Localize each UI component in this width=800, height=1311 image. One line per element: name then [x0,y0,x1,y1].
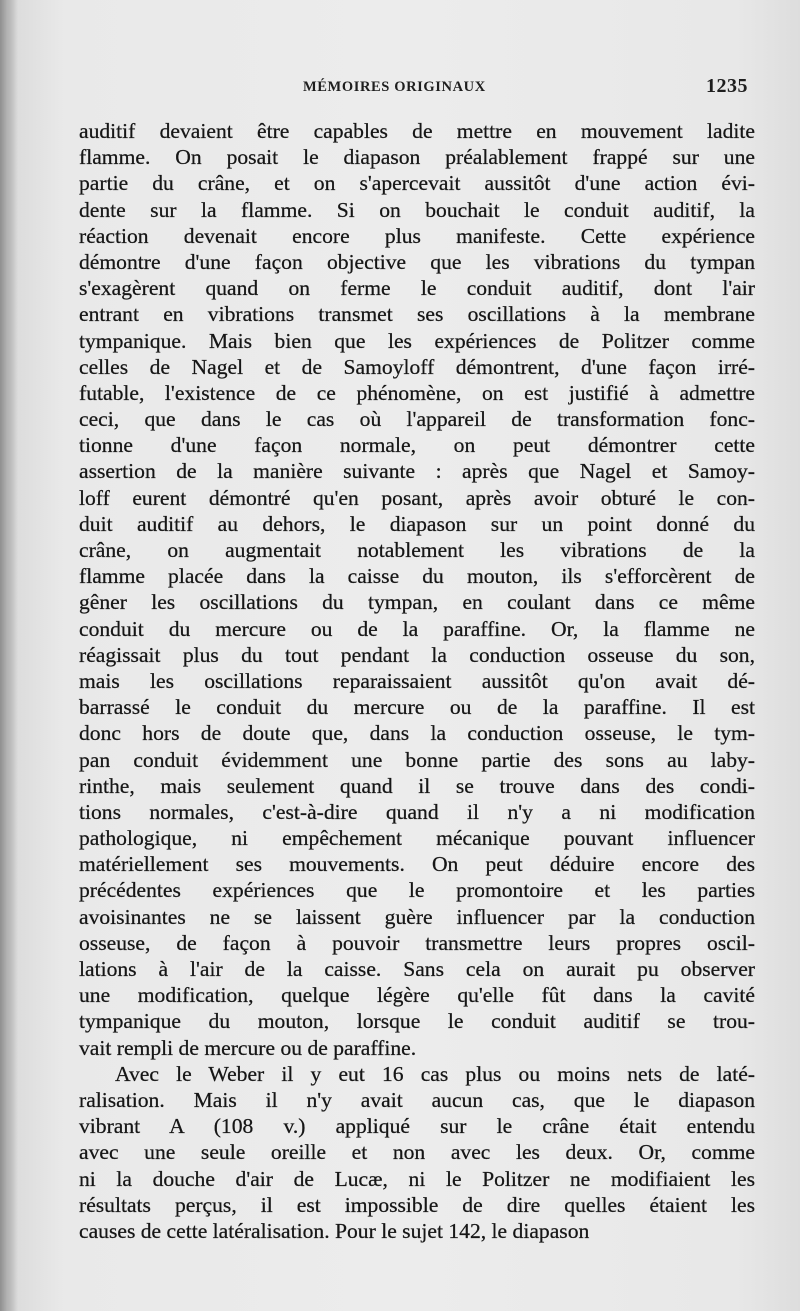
text-line: ralisation. Mais il n'y avait aucun cas, que le diapason [79,1087,755,1112]
text-line: auditif devaient être capables de mettre en mouvement ladite [79,119,755,143]
paragraph [79,1061,755,1244]
text-line: dente sur la flamme. Si on bouchait le conduit auditif, la [79,197,755,222]
text-line: rinthe, mais seulement quand il se trouve dans des condi- [79,773,755,798]
text-line: osseuse, de façon à pouvoir transmettre leurs propres oscil- [79,930,755,955]
text-line: crâne, on augmentait notablement les vibrations de la [79,538,755,562]
text-line: ni la douche d'air de Lucæ, ni le Politzer ne modifiaient les [79,1166,755,1191]
text-line: futable, l'existence de ce phénomène, on est justifié à admettre [79,380,755,405]
text-line: gêner les oscillations du tympan, en coulant dans ce même [79,590,755,615]
text-line: flamme. On posait le diapason préalablement frappé sur une [79,145,755,170]
text-line: réaction devenait encore plus manifeste. Cette expérience [79,223,755,248]
text-line: vait rempli de mercure ou de paraffine. [79,1035,417,1060]
text-line: duit auditif au dehors, le diapason sur un point donné du [79,511,755,536]
text-line: ceci, que dans le cas où l'appareil de transformation fonc- [79,407,755,432]
text-line: tionne d'une façon normale, on peut démontrer cette [79,433,755,458]
text-line: celles de Nagel et de Samoyloff démontrent, d'une façon irré- [79,354,755,379]
text-line: assertion de la manière suivante : après que Nagel et Samoy- [79,459,755,484]
page-number: 1235 [706,75,748,97]
body-text [79,118,755,1244]
text-line: avoisinantes ne se laissent guère influencer par la conduction [79,904,755,929]
running-head [0,75,800,103]
text-line: tympanique du mouton, lorsque le conduit auditif se trou- [79,1009,755,1034]
text-line: causes de cette latéralisation. Pour le sujet 142, le diapason [79,1218,590,1243]
text-line: précédentes expériences que le promontoire et les parties [79,878,755,903]
text-line: mais les oscillations reparaissaient aussitôt qu'on avait dé- [79,668,755,693]
page-gutter-shadow [0,0,18,1311]
text-line: entrant en vibrations transmet ses oscillations à la membrane [79,302,755,327]
text-line: tympanique. Mais bien que les expériences de Politzer comme [79,328,755,353]
text-line: une modification, quelque légère qu'elle fût dans la cavité [79,983,755,1008]
text-line: pathologique, ni empêchement mécanique pouvant influencer [79,826,755,851]
text-line: donc hors de doute que, dans la conduction osseuse, le tym- [79,721,755,746]
text-line: loff eurent démontré qu'en posant, après avoir obturé le con- [79,485,755,510]
text-line: résultats perçus, il est impossible de dire quelles étaient les [79,1192,755,1217]
running-title: MÉMOIRES ORIGINAUX [303,79,486,95]
text-line: pan conduit évidemment une bonne partie des sons au laby- [79,747,755,772]
text-line: vibrant A (108 v.) appliqué sur le crâne était entendu [79,1114,755,1139]
text-line: réagissait plus du tout pendant la conduction osseuse du son, [79,642,755,667]
text-line: barrassé le conduit du mercure ou de la paraffine. Il est [79,695,755,720]
text-line: démontre d'une façon objective que les vibrations du tympan [79,249,755,274]
text-line: partie du crâne, et on s'apercevait aussitôt d'une action évi- [79,171,755,196]
text-line: Avec le Weber il y eut 16 cas plus ou moins nets de laté- [115,1061,755,1086]
text-line: avec une seule oreille et non avec les deux. Or, comme [79,1140,755,1165]
text-line: tions normales, c'est-à-dire quand il n'y a ni modification [79,799,755,824]
paragraph [79,118,755,1061]
text-line: flamme placée dans la caisse du mouton, ils s'efforcèrent de [79,564,755,589]
text-line: s'exagèrent quand on ferme le conduit auditif, dont l'air [79,276,755,301]
text-line: conduit du mercure ou de la paraffine. Or, la flamme ne [79,616,755,641]
text-line: lations à l'air de la caisse. Sans cela on aurait pu observer [79,957,755,981]
text-line: matériellement ses mouvements. On peut déduire encore des [79,852,755,877]
